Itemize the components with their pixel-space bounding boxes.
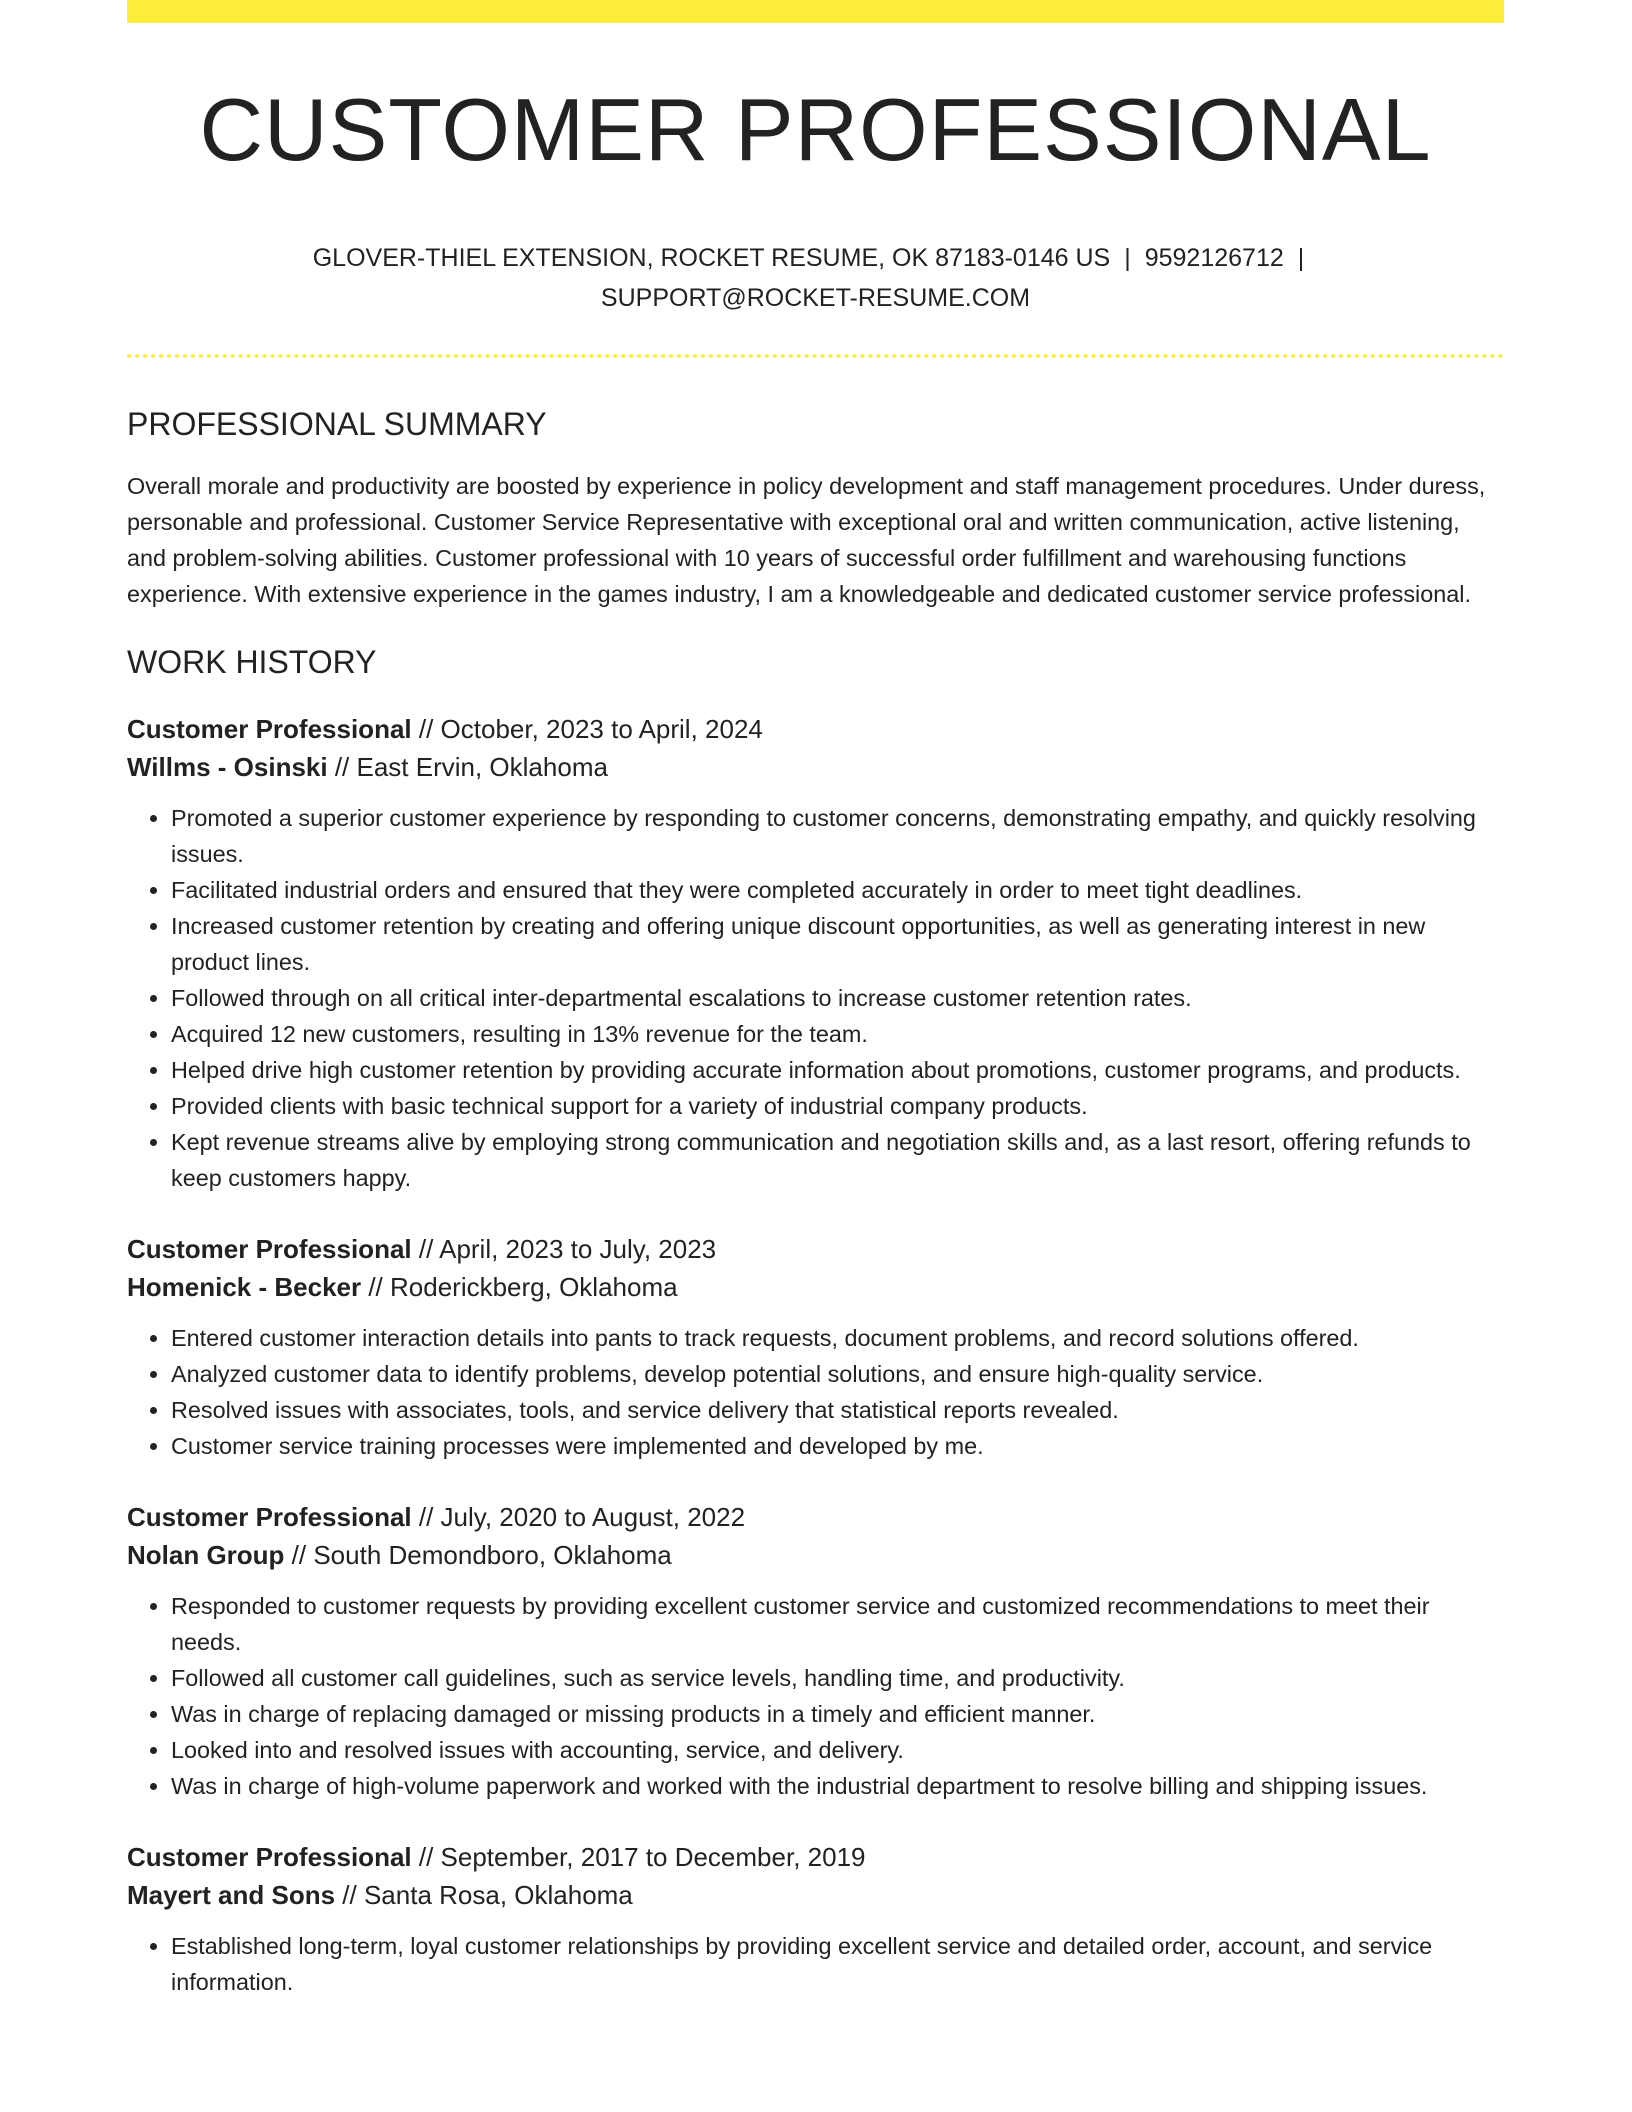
job-dates: // September, 2017 to December, 2019 <box>411 1842 866 1872</box>
job-bullet: • Kept revenue streams alive by employing strong communication and negotiation skills and, as a last resort, offering refunds to keep customers happy. <box>171 1124 1504 1196</box>
job-bullet: • Analyzed customer data to identify problems, develop potential solutions, and ensure high-quality service. <box>171 1356 1504 1392</box>
job-bullet: • Entered customer interaction details into pants to track requests, document problems, and record solutions offered. <box>171 1320 1504 1356</box>
job-role-line <box>127 1498 1504 1536</box>
job-entry <box>127 1230 1504 1464</box>
candidate-name: CUSTOMER PROFESSIONAL <box>199 80 1432 179</box>
job-bullet: • Established long-term, loyal customer relationships by providing excellent service and detailed order, account, and service information. <box>171 1928 1504 2000</box>
job-company-line <box>127 1268 1504 1306</box>
job-dates: // April, 2023 to July, 2023 <box>411 1234 717 1264</box>
job-bullet: • Facilitated industrial orders and ensured that they were completed accurately in order to meet tight deadlines. <box>171 872 1504 908</box>
job-company-line <box>127 748 1504 786</box>
job-company-line <box>127 1876 1504 1914</box>
job-bullets <box>127 1588 1504 1804</box>
contact-separator: | <box>1297 244 1305 272</box>
job-role: Customer Professional <box>127 1234 412 1264</box>
job-bullet: • Was in charge of high-volume paperwork and worked with the industrial department to resolve billing and shipping issues. <box>171 1768 1504 1804</box>
job-bullet: • Looked into and resolved issues with accounting, service, and delivery. <box>171 1732 1504 1768</box>
job-entry <box>127 1498 1504 1804</box>
job-bullet: • Promoted a superior customer experience by responding to customer concerns, demonstrating empathy, and quickly resolving issues. <box>171 800 1504 872</box>
job-role-line <box>127 710 1504 748</box>
job-role-line <box>127 1838 1504 1876</box>
job-company: Mayert and Sons <box>127 1880 336 1910</box>
job-bullets <box>127 1320 1504 1464</box>
job-dates: // July, 2020 to August, 2022 <box>411 1502 746 1532</box>
job-bullet: • Customer service training processes were implemented and developed by me. <box>171 1428 1504 1464</box>
job-location: // Roderickberg, Oklahoma <box>361 1272 678 1302</box>
job-location: // South Demondboro, Oklahoma <box>284 1540 672 1570</box>
work-history-title: WORK HISTORY <box>127 644 377 680</box>
job-role: Customer Professional <box>127 1502 412 1532</box>
job-dates: // October, 2023 to April, 2024 <box>411 714 763 744</box>
job-role-line <box>127 1230 1504 1268</box>
contact-separator: | <box>1124 244 1131 272</box>
job-company: Homenick - Becker <box>127 1272 362 1302</box>
job-bullet: • Helped drive high customer retention by providing accurate information about promotions, customer programs, and products. <box>171 1052 1504 1088</box>
summary-title: PROFESSIONAL SUMMARY <box>127 406 547 442</box>
job-bullet: • Followed through on all critical inter-departmental escalations to increase customer retention rates. <box>171 980 1504 1016</box>
job-bullet: • Resolved issues with associates, tools, and service delivery that statistical reports revealed. <box>171 1392 1504 1428</box>
work-history-list <box>127 710 1504 2000</box>
job-role: Customer Professional <box>127 714 412 744</box>
job-entry <box>127 710 1504 1196</box>
job-bullet: • Acquired 12 new customers, resulting in 13% revenue for the team. <box>171 1016 1504 1052</box>
contact-email: SUPPORT@ROCKET-RESUME.COM <box>600 284 1031 312</box>
contact-phone: 9592126712 <box>1144 244 1284 272</box>
job-company-line <box>127 1536 1504 1574</box>
job-bullet: • Was in charge of replacing damaged or missing products in a timely and efficient manner. <box>171 1696 1504 1732</box>
job-location: // Santa Rosa, Oklahoma <box>335 1880 633 1910</box>
job-bullet: • Responded to customer requests by providing excellent customer service and customized recommendations to meet their needs. <box>171 1588 1504 1660</box>
job-company: Nolan Group <box>127 1540 285 1570</box>
job-entry <box>127 1838 1504 2000</box>
job-bullet: • Increased customer retention by creating and offering unique discount opportunities, as well as generating interest in new product lines. <box>171 908 1504 980</box>
contact-info <box>127 238 1504 318</box>
job-bullets <box>127 1928 1504 2000</box>
summary-text: Overall morale and productivity are boosted by experience in policy development and staff management procedures. Under duress, personable and professional. Customer Service Representative with exceptional oral and written communication, active listening, and problem-solving abilities. Customer professional with 10 years of successful order fulfillment and warehousing functions experience. With extensive experience in the games industry, I am a knowledgeable and dedicated customer service professional. <box>127 473 1486 607</box>
job-role: Customer Professional <box>127 1842 412 1872</box>
job-bullet: • Provided clients with basic technical support for a variety of industrial company products. <box>171 1088 1504 1124</box>
job-location: // East Ervin, Oklahoma <box>327 752 608 782</box>
header-divider <box>127 354 1504 358</box>
job-bullets <box>127 800 1504 1196</box>
job-company: Willms - Osinski <box>127 752 328 782</box>
job-bullet: • Followed all customer call guidelines, such as service levels, handling time, and productivity. <box>171 1660 1504 1696</box>
contact-address: GLOVER-THIEL EXTENSION, ROCKET RESUME, OK 87183-0146 US <box>312 244 1111 272</box>
resume-page <box>127 0 1504 2000</box>
